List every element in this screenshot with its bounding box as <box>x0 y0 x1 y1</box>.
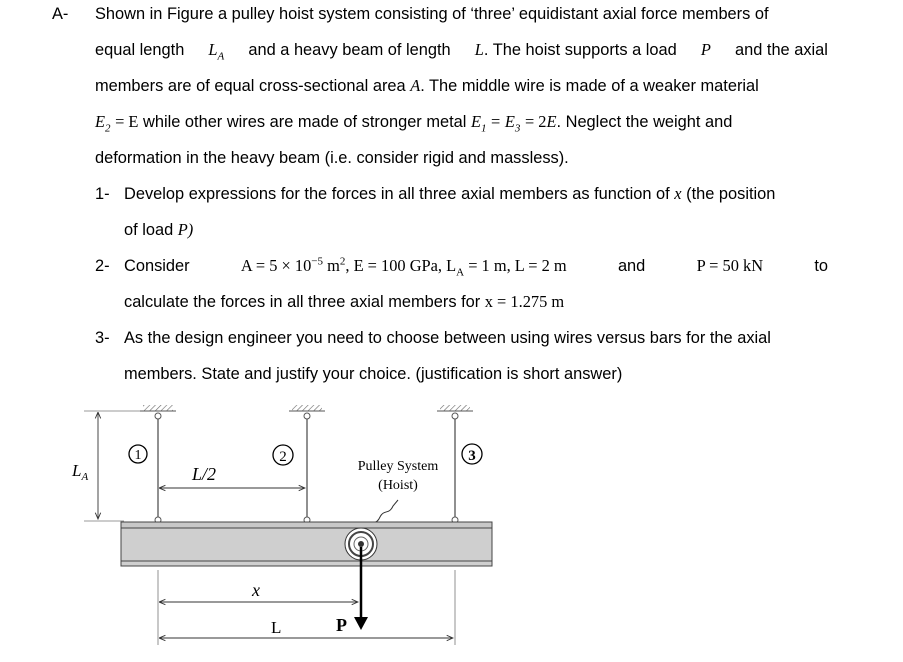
svg-text:L/2: L/2 <box>192 464 217 484</box>
task-2-line-2: calculate the forces in all three axial members for x = 1.275 m <box>124 292 565 311</box>
task-3-line-1: As the design engineer you need to choose between using wires versus bars for the axial <box>124 329 771 347</box>
task-1-number: 1- <box>95 185 110 203</box>
task-1-line-2: of load P) <box>124 220 194 239</box>
svg-text:1: 1 <box>134 448 142 463</box>
member-2-badge <box>273 445 293 465</box>
dimension-x <box>158 570 358 645</box>
problem-line-5: deformation in the heavy beam (i.e. consider rigid and massless). <box>95 149 569 167</box>
member-1-badge <box>129 445 147 463</box>
problem-line-1: Shown in Figure a pulley hoist system consisting of ‘three’ equidistant axial force members of <box>95 5 769 23</box>
ceiling-support-3 <box>437 405 473 411</box>
load-p-label: P <box>336 615 347 635</box>
wire-2 <box>304 413 310 523</box>
beam <box>121 522 492 566</box>
task-2-line-1: Consider $A = 5 \times 10^{-5}$ $m^2$, E = 100 GPa, $L_A = 1$ m, L = 2 m and P = 50 kN to <box>124 255 828 279</box>
dimension-l <box>160 570 455 645</box>
problem-line-4: $E_2 = E$ while other wires are made of stronger metal $E_1 = E_3 = 2E$. Neglect the weight and <box>95 112 733 135</box>
dimension-la-label: $L_A$ <box>72 461 89 483</box>
problem-line-2: equal length $L_A$ and a heavy beam of length L. The hoist supports a load P and the axial <box>95 40 828 63</box>
pulley-label-1: Pulley System <box>357 459 439 474</box>
svg-text:x: x <box>252 580 260 600</box>
wire-3 <box>452 413 458 523</box>
svg-text:2: 2 <box>279 449 287 465</box>
task-2-number: 2- <box>95 257 110 275</box>
pulley-label-2: (Hoist) <box>378 478 418 493</box>
problem-label: A- <box>52 5 69 23</box>
dimension-l-half <box>160 464 305 488</box>
ceiling-support-1 <box>140 405 176 411</box>
svg-text:3: 3 <box>468 448 476 464</box>
task-1-line-1: Develop expressions for the forces in all three axial members as function of x (the position <box>124 184 776 203</box>
problem-line-3: members are of equal cross-sectional area A. The middle wire is made of a weaker material <box>95 76 759 95</box>
dimension-la <box>71 411 140 521</box>
wire-1 <box>155 413 161 523</box>
member-3-badge <box>462 444 482 464</box>
task-3-line-2: members. State and justify your choice. (justification is short answer) <box>124 365 623 383</box>
svg-text:L: L <box>271 618 282 637</box>
ceiling-support-2 <box>289 405 325 411</box>
task-3-number: 3- <box>95 329 110 347</box>
